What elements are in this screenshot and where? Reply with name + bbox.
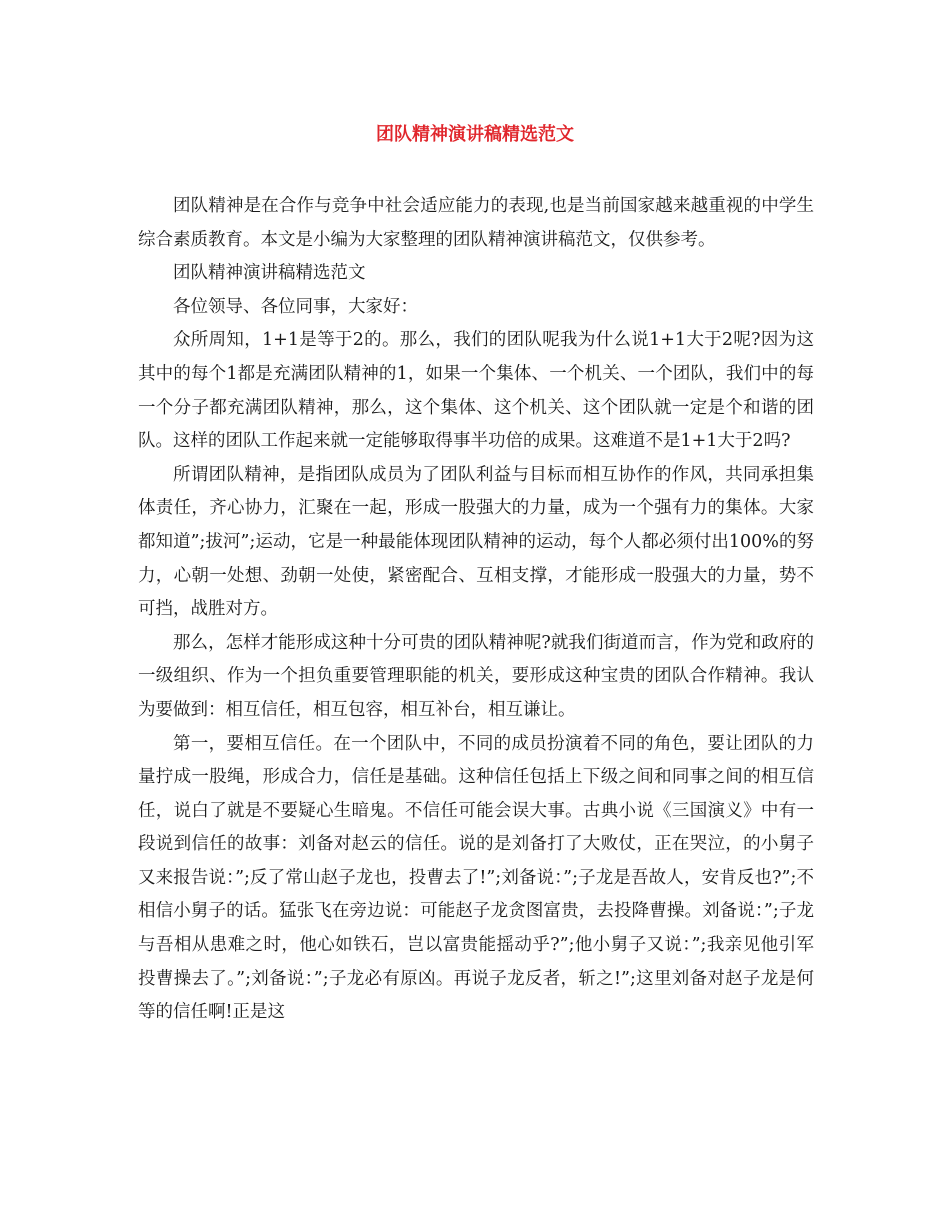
- document-body: [138, 190, 814, 1030]
- paragraph-trust: 第一，要相互信任。在一个团队中，不同的成员扮演着不同的角色，要让团队的力量拧成一股绳，形成合力，信任是基础。这种信任包括上下级之间和同事之间的相互信任，说白了就是不要疑心生暗鬼。不信任可能会误大事。古典小说《三国演义》中有一段说到信任的故事：刘备对赵云的信任。说的是刘备打了大败仗，正在哭泣，的小舅子又来报告说：”;反了常山赵子龙也，投曹去了!”;刘备说：”;子龙是吾故人，安肯反也?”;不相信小舅子的话。猛张飞在旁边说：可能赵子龙贪图富贵，去投降曹操。刘备说：”;子龙与吾相从患难之时，他心如铁石，岂以富贵能摇动乎?”;他小舅子又说：”;我亲见他引军投曹操去了。”;刘备说：”;子龙必有原凶。再说子龙反者，斩之!”;这里刘备对赵子龙是何等的信任啊!正是这: [138, 733, 814, 1023]
- paragraph-intro: 团队精神是在合作与竞争中社会适应能力的表现,也是当前国家越来越重视的中学生综合素质教育。本文是小编为大家整理的团队精神演讲稿范文，仅供参考。: [138, 196, 814, 250]
- paragraph-definition: 所谓团队精神，是指团队成员为了团队利益与目标而相互协作的作风，共同承担集体责任，齐心协力，汇聚在一起，形成一股强大的力量，成为一个强有力的集体。大家都知道”;拔河”;运动，它是一种最能体现团队精神的运动，每个人都必须付出100%的努力，心朝一处想、劲朝一处使，紧密配合、互相支撑，才能形成一股强大的力量，势不可挡，战胜对方。: [138, 464, 814, 620]
- document-title: 团队精神演讲稿精选范文: [376, 124, 574, 145]
- paragraph-one-plus-one: 众所周知，1+1是等于2的。那么，我们的团队呢我为什么说1+1大于2呢?因为这其中的每个1都是充满团队精神的1，如果一个集体、一个机关、一个团队，我们中的每一个分子都充满团队精神，那么，这个集体、这个机关、这个团队就一定是个和谐的团队。这样的团队工作起来就一定能够取得事半功倍的成果。这难道不是1+1大于2吗?: [138, 330, 814, 452]
- paragraph-how: 那么，怎样才能形成这种十分可贵的团队精神呢?就我们街道而言，作为党和政府的一级组织、作为一个担负重要管理职能的机关，要形成这种宝贵的团队合作精神。我认为要做到：相互信任，相互包容，相互补台，相互谦让。: [138, 632, 814, 720]
- paragraph-greeting: 各位领导、各位同事，大家好：: [173, 296, 418, 317]
- paragraph-subtitle: 团队精神演讲稿精选范文: [173, 263, 366, 284]
